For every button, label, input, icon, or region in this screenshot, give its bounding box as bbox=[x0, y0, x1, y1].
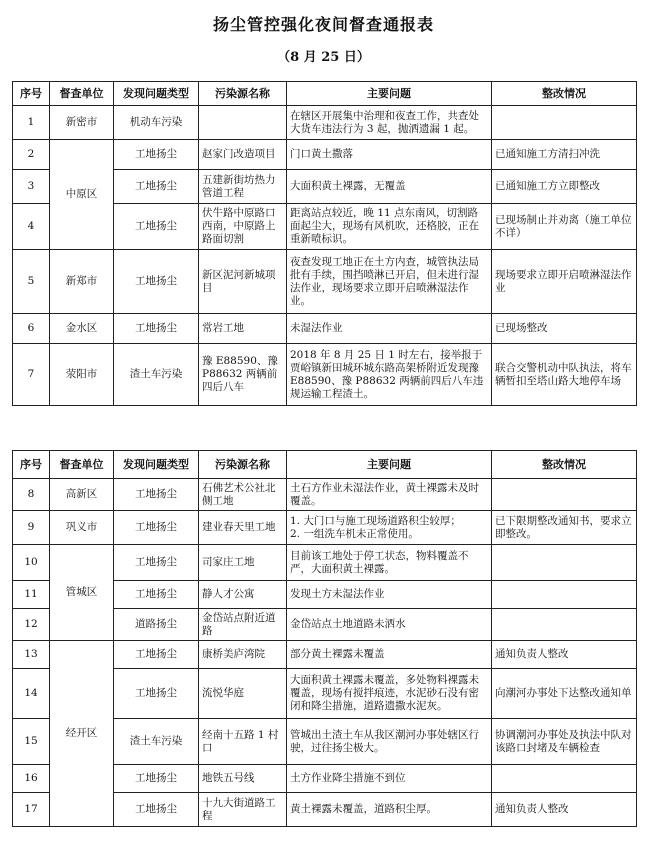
table-row bbox=[13, 140, 637, 170]
cell-no: 15 bbox=[13, 719, 50, 765]
cell-type: 工地扬尘 bbox=[114, 581, 199, 609]
cell-fix: 已现场整改 bbox=[492, 314, 637, 344]
cell-fix: 已通知施工方立即整改 bbox=[492, 170, 637, 204]
cell-fix: 联合交警机动中队执法，将车辆暂扣至塔山路大地停车场 bbox=[492, 344, 637, 406]
cell-source: 十九大街道路工程 bbox=[199, 793, 287, 827]
header-unit: 督查单位 bbox=[50, 451, 114, 479]
cell-no: 6 bbox=[13, 314, 50, 344]
cell-fix bbox=[492, 765, 637, 793]
cell-fix: 向潮河办事处下达整改通知单 bbox=[492, 669, 637, 719]
cell-problem: 黄土裸露未覆盖，道路积尘厚。 bbox=[287, 793, 492, 827]
header-source: 污染源名称 bbox=[199, 82, 287, 106]
cell-problem: 部分黄土裸露未覆盖 bbox=[287, 641, 492, 669]
header-type: 发现问题类型 bbox=[114, 82, 199, 106]
cell-fix: 已通知施工方清扫冲洗 bbox=[492, 140, 637, 170]
cell-no: 16 bbox=[13, 765, 50, 793]
cell-no: 14 bbox=[13, 669, 50, 719]
cell-source: 五建新街坊热力管道工程 bbox=[199, 170, 287, 204]
cell-fix bbox=[492, 609, 637, 641]
cell-problem: 在辖区开展集中治理和夜查工作，共查处大货车违法行为 3 起，抛洒遗漏 1 起。 bbox=[287, 106, 492, 140]
cell-problem: 距离站点较近，晚 11 点东南风，切割路面起尘大，现场有风机吹，还格胶，正在重新喷标识。 bbox=[287, 204, 492, 250]
cell-unit: 巩义市 bbox=[50, 511, 114, 545]
cell-source: 司家庄工地 bbox=[199, 545, 287, 581]
cell-source: 康桥美庐湾院 bbox=[199, 641, 287, 669]
cell-type: 工地扬尘 bbox=[114, 479, 199, 511]
cell-fix: 已现场制止并劝离（施工单位不详） bbox=[492, 204, 637, 250]
cell-no: 3 bbox=[13, 170, 50, 204]
header-no: 序号 bbox=[13, 451, 50, 479]
cell-type: 工地扬尘 bbox=[114, 250, 199, 314]
cell-source: 豫 E88590、豫 P88632 两辆前四后八车 bbox=[199, 344, 287, 406]
header-fix: 整改情况 bbox=[492, 451, 637, 479]
header-unit: 督查单位 bbox=[50, 82, 114, 106]
cell-problem: 大面积黄土裸露未覆盖，多处物料裸露未覆盖，现场有搅拌痕迹，水泥砂石没有密闭和降尘措施，道路遗撒水泥灰。 bbox=[287, 669, 492, 719]
table-header-row bbox=[13, 82, 637, 106]
cell-type: 工地扬尘 bbox=[114, 511, 199, 545]
cell-fix: 已下限期整改通知书，要求立即整改。 bbox=[492, 511, 637, 545]
cell-no: 7 bbox=[13, 344, 50, 406]
cell-problem: 发现土方未湿法作业 bbox=[287, 581, 492, 609]
cell-source: 建业春天里工地 bbox=[199, 511, 287, 545]
report-title: 扬尘管控强化夜间督查通报表 bbox=[212, 15, 434, 34]
table-row bbox=[13, 641, 637, 669]
cell-source bbox=[199, 106, 287, 140]
cell-unit: 中原区 bbox=[50, 140, 114, 250]
table-row bbox=[13, 511, 637, 545]
cell-type: 机动车污染 bbox=[114, 106, 199, 140]
header-problem: 主要问题 bbox=[287, 451, 492, 479]
cell-problem: 土石方作业未湿法作业，黄土裸露未及时覆盖。 bbox=[287, 479, 492, 511]
cell-unit: 高新区 bbox=[50, 479, 114, 511]
table-row bbox=[13, 545, 637, 581]
cell-no: 2 bbox=[13, 140, 50, 170]
table-row bbox=[13, 250, 637, 314]
cell-no: 12 bbox=[13, 609, 50, 641]
cell-source: 金岱站点附近道路 bbox=[199, 609, 287, 641]
cell-type: 工地扬尘 bbox=[114, 641, 199, 669]
cell-source: 经南十五路 1 村口 bbox=[199, 719, 287, 765]
header-source: 污染源名称 bbox=[199, 451, 287, 479]
cell-unit: 经开区 bbox=[50, 641, 114, 827]
cell-type: 工地扬尘 bbox=[114, 545, 199, 581]
cell-problem: 1. 大门口与施工现场道路积尘较厚； 2. 一组洗车机未正常使用。 bbox=[287, 511, 492, 545]
cell-source: 赵家门改造项目 bbox=[199, 140, 287, 170]
cell-no: 10 bbox=[13, 545, 50, 581]
cell-no: 9 bbox=[13, 511, 50, 545]
cell-type: 渣土车污染 bbox=[114, 344, 199, 406]
table-row bbox=[13, 314, 637, 344]
cell-problem: 未湿法作业 bbox=[287, 314, 492, 344]
cell-unit: 新郑市 bbox=[50, 250, 114, 314]
cell-fix: 通知负责人整改 bbox=[492, 793, 637, 827]
cell-source: 流悦华庭 bbox=[199, 669, 287, 719]
cell-problem: 门口黄土撒落 bbox=[287, 140, 492, 170]
cell-type: 工地扬尘 bbox=[114, 765, 199, 793]
cell-unit: 荥阳市 bbox=[50, 344, 114, 406]
header-type: 发现问题类型 bbox=[114, 451, 199, 479]
header-problem: 主要问题 bbox=[287, 82, 492, 106]
header-fix: 整改情况 bbox=[492, 82, 637, 106]
cell-fix: 通知负责人整改 bbox=[492, 641, 637, 669]
cell-problem: 土方作业降尘措施不到位 bbox=[287, 765, 492, 793]
cell-fix: 现场要求立即开启喷淋湿法作业 bbox=[492, 250, 637, 314]
cell-source: 常岩工地 bbox=[199, 314, 287, 344]
cell-unit: 管城区 bbox=[50, 545, 114, 641]
cell-unit: 金水区 bbox=[50, 314, 114, 344]
table-row bbox=[13, 344, 637, 406]
report-table-2 bbox=[12, 450, 637, 827]
cell-source: 石佛艺术公社北侧工地 bbox=[199, 479, 287, 511]
cell-type: 工地扬尘 bbox=[114, 140, 199, 170]
report-date: （8 月 25 日） bbox=[277, 50, 370, 65]
cell-no: 8 bbox=[13, 479, 50, 511]
cell-no: 4 bbox=[13, 204, 50, 250]
cell-fix bbox=[492, 106, 637, 140]
cell-fix: 协调潮河办事处及执法中队对该路口封堵及车辆检查 bbox=[492, 719, 637, 765]
cell-fix bbox=[492, 581, 637, 609]
cell-fix bbox=[492, 545, 637, 581]
cell-type: 工地扬尘 bbox=[114, 669, 199, 719]
cell-source: 静人才公寓 bbox=[199, 581, 287, 609]
cell-source: 地铁五号线 bbox=[199, 765, 287, 793]
table-header-row bbox=[13, 451, 637, 479]
cell-no: 13 bbox=[13, 641, 50, 669]
cell-no: 11 bbox=[13, 581, 50, 609]
header-no: 序号 bbox=[13, 82, 50, 106]
cell-no: 1 bbox=[13, 106, 50, 140]
cell-type: 工地扬尘 bbox=[114, 314, 199, 344]
table-row bbox=[13, 479, 637, 511]
cell-source: 新区泥河新城项目 bbox=[199, 250, 287, 314]
cell-problem: 2018 年 8 月 25 日 1 时左右，接举报于贾峪镇新田城环城东路高架桥附近发现豫 E88590、豫 P88632 两辆前四后八车违规运输工程渣土。 bbox=[287, 344, 492, 406]
cell-problem: 金岱站点土地道路未洒水 bbox=[287, 609, 492, 641]
cell-no: 17 bbox=[13, 793, 50, 827]
table-row bbox=[13, 106, 637, 140]
cell-type: 工地扬尘 bbox=[114, 204, 199, 250]
cell-type: 工地扬尘 bbox=[114, 793, 199, 827]
cell-type: 道路扬尘 bbox=[114, 609, 199, 641]
cell-problem: 大面积黄土裸露，无覆盖 bbox=[287, 170, 492, 204]
cell-fix bbox=[492, 479, 637, 511]
report-table-1 bbox=[12, 81, 637, 406]
cell-source: 伏牛路中原路口西南，中原路上路面切割 bbox=[199, 204, 287, 250]
cell-type: 渣土车污染 bbox=[114, 719, 199, 765]
cell-unit: 新密市 bbox=[50, 106, 114, 140]
cell-type: 工地扬尘 bbox=[114, 170, 199, 204]
cell-problem: 目前该工地处于停工状态，物料覆盖不严，大面积黄土裸露。 bbox=[287, 545, 492, 581]
cell-problem: 夜查发现工地正在土方内查，城管执法局批有手续，围挡喷淋已开启，但未进行湿法作业，现场要求立即开启喷淋湿法作业。 bbox=[287, 250, 492, 314]
cell-no: 5 bbox=[13, 250, 50, 314]
cell-problem: 管城出土渣土车从我区潮河办事处辖区行驶，过往扬尘极大。 bbox=[287, 719, 492, 765]
